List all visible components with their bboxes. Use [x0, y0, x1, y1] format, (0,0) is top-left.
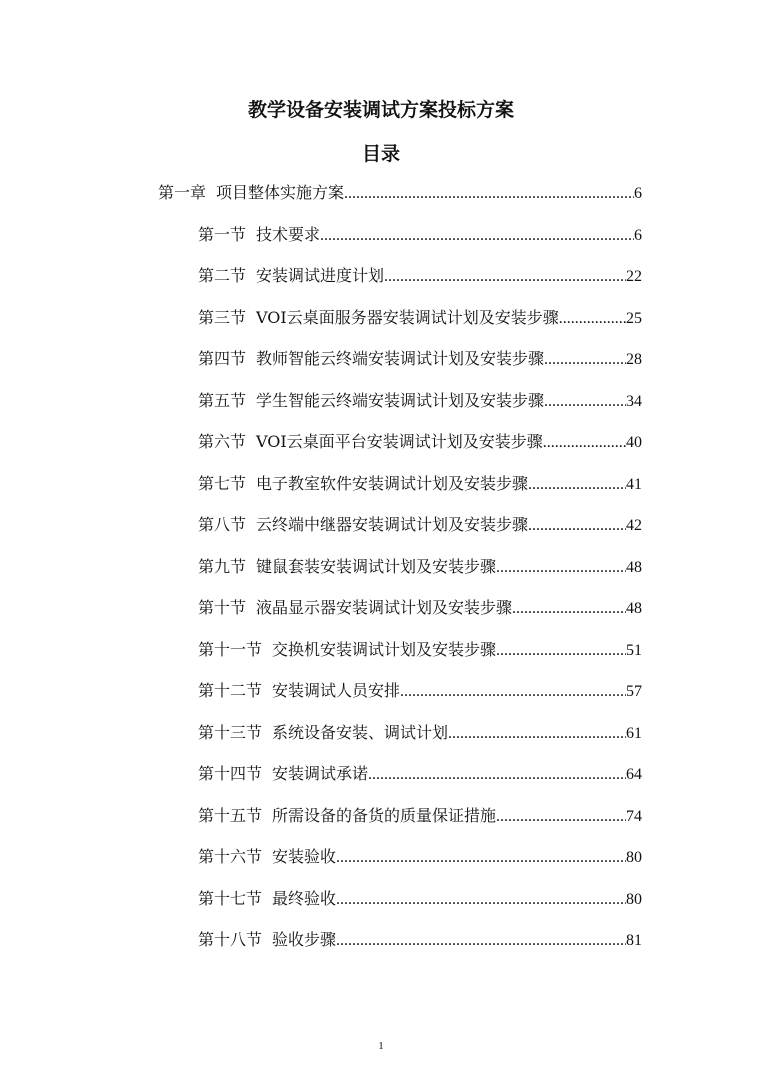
toc-entry-title: 安装调试进度计划 — [256, 266, 385, 285]
toc-entry[interactable] — [198, 597, 642, 620]
toc-entry-title: 所需设备的备货的质量保证措施 — [272, 806, 497, 825]
toc-entry-label: 第十七节 — [198, 889, 263, 908]
toc-entry-label: 第四节 — [198, 349, 247, 368]
toc-leader-dots — [496, 640, 626, 662]
toc-entry-title: 电子教室软件安装调试计划及安装步骤 — [256, 474, 529, 493]
toc-entry[interactable] — [198, 763, 642, 786]
toc-entry-label: 第九节 — [198, 557, 247, 576]
toc-entry-title: 键鼠套装安装调试计划及安装步骤 — [256, 557, 497, 576]
toc-entry-page: 61 — [626, 725, 642, 742]
toc-entry-label: 第一节 — [198, 225, 247, 244]
toc-leader-dots — [384, 266, 626, 288]
toc-entry-page: 6 — [634, 185, 642, 202]
toc-entry-page: 80 — [626, 849, 642, 866]
toc-entry[interactable] — [198, 929, 642, 952]
toc-entry-page: 40 — [626, 434, 642, 451]
toc-leader-dots — [543, 432, 626, 454]
toc-leader-dots — [368, 764, 626, 786]
toc-entry-title: 最终验收 — [272, 889, 337, 908]
page-number: 1 — [378, 1040, 384, 1052]
toc-entry[interactable] — [198, 888, 642, 911]
toc-entry-label: 第十二节 — [198, 681, 263, 700]
toc-entry-title: 安装调试承诺 — [272, 764, 369, 783]
toc-entry-title: VOI云桌面平台安装调试计划及安装步骤 — [256, 432, 543, 451]
toc-leader-dots — [336, 930, 626, 952]
toc-entry-page: 48 — [626, 600, 642, 617]
toc-entry[interactable] — [198, 639, 642, 662]
toc-entry[interactable] — [198, 348, 642, 371]
toc-entry[interactable] — [198, 722, 642, 745]
toc-entry-label: 第十四节 — [198, 764, 263, 783]
toc-entry[interactable] — [198, 224, 642, 247]
toc-entry[interactable] — [198, 390, 642, 413]
toc-entry-label: 第十六节 — [198, 847, 263, 866]
toc-entry[interactable] — [198, 680, 642, 703]
toc-entry-title: 学生智能云终端安装调试计划及安装步骤 — [256, 391, 545, 410]
toc-entry[interactable] — [198, 846, 642, 869]
toc-entry-title: VOI云桌面服务器安装调试计划及安装步骤 — [256, 308, 559, 327]
toc-entry[interactable] — [198, 431, 642, 454]
toc-entry[interactable] — [198, 805, 642, 828]
toc-entry[interactable] — [198, 265, 642, 288]
toc-entry-page: 64 — [626, 766, 642, 783]
toc-entry-title: 系统设备安装、调试计划 — [272, 723, 449, 742]
toc-leader-dots — [336, 847, 626, 869]
toc-entry-label: 第一章 — [158, 183, 207, 202]
toc-entry-label: 第五节 — [198, 391, 247, 410]
toc-heading: 目录 — [361, 143, 400, 165]
toc-leader-dots — [496, 557, 626, 579]
toc-leader-dots — [344, 183, 634, 205]
toc-entry-page: 51 — [626, 642, 642, 659]
document-title: 教学设备安装调试方案投标方案 — [247, 99, 514, 121]
toc-entry-page: 22 — [626, 268, 642, 285]
toc-entry-label: 第八节 — [198, 515, 247, 534]
toc-entry-page: 34 — [626, 393, 642, 410]
toc-leader-dots — [528, 515, 626, 537]
toc-entry-page: 48 — [626, 559, 642, 576]
toc-entry-title: 验收步骤 — [272, 930, 337, 949]
toc-entry[interactable] — [198, 514, 642, 537]
toc-leader-dots — [400, 681, 626, 703]
toc-entry-page: 42 — [626, 517, 642, 534]
toc-entry[interactable] — [158, 182, 642, 205]
toc-entry-page: 74 — [626, 808, 642, 825]
toc-entry-page: 80 — [626, 891, 642, 908]
toc-entry-label: 第十三节 — [198, 723, 263, 742]
toc-entry[interactable] — [198, 473, 642, 496]
toc-leader-dots — [336, 889, 626, 911]
toc-entry-page: 81 — [626, 932, 642, 949]
toc-entry-label: 第二节 — [198, 266, 247, 285]
toc-entry-title: 技术要求 — [256, 225, 321, 244]
toc-entry-title: 交换机安装调试计划及安装步骤 — [272, 640, 497, 659]
toc-entry-title: 云终端中继器安装调试计划及安装步骤 — [256, 515, 529, 534]
toc-entry-title: 安装调试人员安排 — [272, 681, 401, 700]
toc-entry-page: 57 — [626, 683, 642, 700]
toc-entry-label: 第十八节 — [198, 930, 263, 949]
toc-entry-page: 28 — [626, 351, 642, 368]
toc-entry-title: 教师智能云终端安装调试计划及安装步骤 — [256, 349, 545, 368]
toc-entry-title: 安装验收 — [272, 847, 337, 866]
toc-leader-dots — [512, 598, 626, 620]
toc-entry[interactable] — [198, 556, 642, 579]
toc-entry-page: 41 — [626, 476, 642, 493]
toc-entry-title: 液晶显示器安装调试计划及安装步骤 — [256, 598, 513, 617]
toc-leader-dots — [559, 308, 626, 330]
toc-leader-dots — [544, 349, 626, 371]
toc-leader-dots — [320, 225, 634, 247]
toc-entry-label: 第三节 — [198, 308, 247, 327]
toc-entry-label: 第十五节 — [198, 806, 263, 825]
toc-leader-dots — [448, 723, 626, 745]
toc-entry-label: 第七节 — [198, 474, 247, 493]
toc-entry-title: 项目整体实施方案 — [216, 183, 345, 202]
toc-leader-dots — [528, 474, 626, 496]
toc-entry[interactable] — [198, 307, 642, 330]
toc-entry-page: 6 — [634, 227, 642, 244]
toc-leader-dots — [544, 391, 626, 413]
toc-leader-dots — [496, 806, 626, 828]
toc-entry-label: 第十一节 — [198, 640, 263, 659]
toc-entry-label: 第六节 — [198, 432, 247, 451]
toc-entry-label: 第十节 — [198, 598, 247, 617]
toc-entry-page: 25 — [626, 310, 642, 327]
